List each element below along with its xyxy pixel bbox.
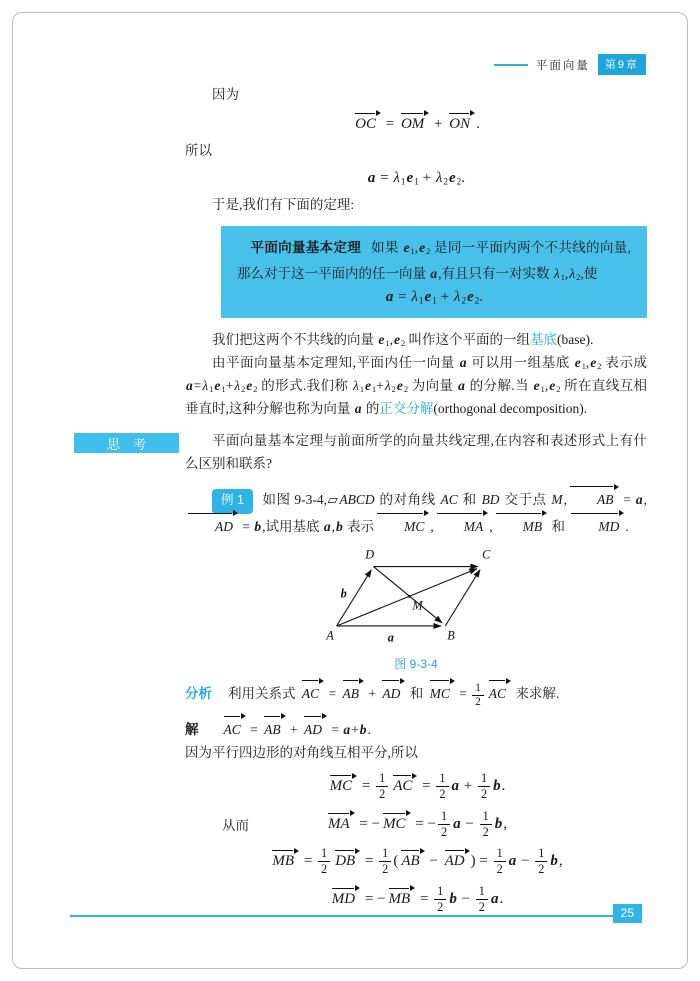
paragraph-base-definition: 我们把这两个不共线的向量 $e_1,e_2$ 叫作这个平面的一组基底(base). <box>212 331 594 348</box>
text-so: 所以 <box>185 142 212 158</box>
think-section <box>106 430 647 476</box>
analysis-text: 利用关系式 AC = AB + AD 和 MC = $\frac{1}{2}$ AC 来求解. <box>228 682 560 709</box>
vertex-label-B: B <box>446 627 455 642</box>
solution-formula-ac: AC = AB + AD = a+b. <box>221 722 371 737</box>
text-thus: 于是,我们有下面的定理: <box>212 197 355 213</box>
theorem-box <box>221 226 647 318</box>
section-title: 平面向量 <box>535 59 590 72</box>
solution-line-1 <box>185 717 647 742</box>
think-question: 平面向量基本定理与前面所学的向量共线定理,在内容和表述形式上有什么区别和联系? <box>185 433 647 472</box>
example-text: 如图 9-3-4,▱ABCD 的对角线 AC 和 BD 交于点 M, AB = a,AD = b,试用基底 a,b 表示 MC , MA , MB 和 MD . <box>185 492 647 533</box>
vector-label-a: a <box>387 629 394 644</box>
theorem-formula: $a = \lambda_1e_1 + \lambda_2e_2$. <box>385 289 484 307</box>
theorem-paragraph <box>237 235 631 286</box>
paragraph-decomposition: 由平面向量基本定理知,平面内任一向量 a 可以用一组基底 $e_1,e_2$ 表示成 $a=\lambda_1e_1+\lambda_2e_2$ 的形式.我们称 $\lambda_1e_1+\lambda_2e_2$ 为向量 a 的分解.当 $e_1,e_2$ 所在直线互相垂直时,这种分解也称为向量 a 的正交分解(orthogonal decomposition). <box>185 354 648 416</box>
footer-rule <box>70 915 638 917</box>
edge-BC <box>445 569 480 625</box>
formula-a-lambda: $a = \lambda_1e_1 + \lambda_2e_2$. <box>367 169 466 188</box>
vertex-label-C: C <box>481 546 490 561</box>
hence-row <box>185 809 647 840</box>
diagonal-DB <box>373 566 442 622</box>
page-header <box>494 54 646 75</box>
formula-oc: OC = OM + ON . <box>355 115 480 132</box>
formula-mc: MC = $\frac{1}{2}$ AC = $\frac{1}{2}$ a + $\frac{1}{2}$ b. <box>329 771 506 802</box>
text-hence: 从而 <box>222 818 249 834</box>
analysis-paragraph <box>185 681 647 709</box>
theorem-title: 平面向量基本定理 <box>250 240 362 256</box>
page-content <box>106 84 648 921</box>
analysis-label: 分析 <box>185 686 212 702</box>
formula-md: MD = − MB = $\frac{1}{2}$ b − $\frac{1}{2}$ a. <box>331 883 504 914</box>
solution-label: 解 <box>185 721 199 737</box>
text-because: 因为 <box>212 87 239 102</box>
example-badge: 例 1 <box>212 489 253 513</box>
vertex-label-D: D <box>364 546 374 561</box>
vector-label-b: b <box>340 585 347 600</box>
think-label: 思 考 <box>74 433 179 453</box>
theorem-body: 如果 $e_1,e_2$ 是同一平面内两个不共线的向量,那么对于这一平面内的任一向量 a,有且只有一对实数 $\lambda_1,\lambda_2$,使 <box>237 240 632 282</box>
page-number-badge: 25 <box>613 904 642 923</box>
header-rule <box>494 64 528 66</box>
figure-9-3-4 <box>185 544 647 673</box>
solution-line-2: 因为平行四边形的对角线互相平分,所以 <box>185 744 418 760</box>
point-label-M: M <box>411 598 423 613</box>
example-paragraph <box>185 487 647 538</box>
formula-mb: MB = $\frac{1}{2}$ DB = $\frac{1}{2}$ ( AB − AD ) = $\frac{1}{2}$ a − $\frac{1}{2}$ b, <box>272 846 563 877</box>
point-M-dot <box>407 594 410 597</box>
chapter-badge: 第9章 <box>598 54 646 75</box>
diagonal-AC <box>336 568 476 625</box>
figure-caption: 图 9-3-4 <box>394 657 438 672</box>
formula-ma: MA = − MC = − $\frac{1}{2}$ a − $\frac{1}{2}$ b, <box>327 808 508 839</box>
parallelogram-diagram <box>314 544 519 651</box>
vertex-label-A: A <box>325 627 334 642</box>
